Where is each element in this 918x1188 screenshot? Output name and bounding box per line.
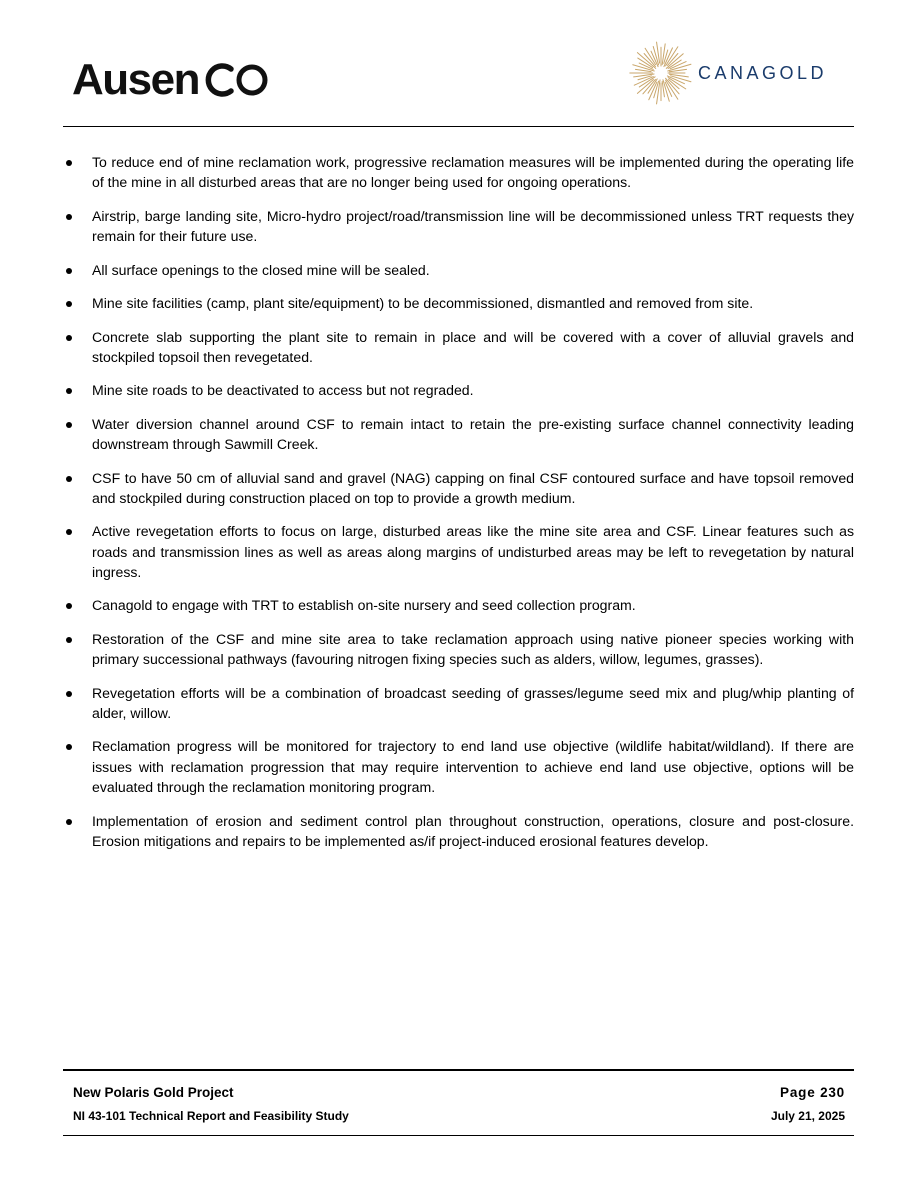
list-item-text: CSF to have 50 cm of alluvial sand and gravel (NAG) capping on final CSF contoured surface and have topsoil removed and stockpiled during construction placed on top to provide a growth medium. [92, 469, 854, 506]
sunburst-icon [628, 40, 694, 106]
header-divider [63, 126, 854, 127]
bullet-icon [66, 388, 72, 394]
document-body [63, 152, 854, 864]
footer-project-title: New Polaris Gold Project [73, 1085, 234, 1100]
ausenco-logo [72, 56, 271, 104]
list-item-text: Mine site facilities (camp, plant site/equipment) to be decommissioned, dismantled and removed from site. [92, 295, 754, 312]
list-item [63, 327, 854, 368]
bullet-icon [66, 335, 72, 341]
footer-report-title: NI 43-101 Technical Report and Feasibility Study [73, 1109, 349, 1123]
ausenco-co-mark-icon [201, 60, 271, 100]
list-item [63, 468, 854, 509]
bullet-icon [66, 214, 72, 220]
bullet-icon [66, 422, 72, 428]
bullet-list [63, 152, 854, 851]
list-item [63, 206, 854, 247]
list-item-text: Revegetation efforts will be a combination of broadcast seeding of grasses/legume seed mix and plug/whip planting of alder, willow. [92, 684, 854, 721]
list-item-text: To reduce end of mine reclamation work, progressive reclamation measures will be implemented during the operating life of the mine in all disturbed areas that are no longer being used for ongoing operations. [92, 154, 854, 191]
bullet-icon [66, 637, 72, 643]
footer-divider-top [63, 1069, 854, 1071]
list-item-text: Water diversion channel around CSF to remain intact to retain the pre-existing surface channel connectivity leading downstream through Sawmill Creek. [92, 415, 854, 453]
list-item-text: Mine site roads to be deactivated to access but not regraded. [92, 382, 474, 399]
footer-page-number: Page 230 [780, 1085, 845, 1100]
list-item [63, 152, 854, 193]
list-item-text: Implementation of erosion and sediment control plan throughout construction, operations, closure and post-closure. Erosion mitigations and repairs to be implemented as/if project-induced erosional features develop. [92, 812, 854, 849]
footer-divider-bottom [63, 1135, 854, 1136]
bullet-icon [66, 301, 72, 307]
bullet-icon [66, 268, 72, 274]
page-header [0, 0, 918, 130]
canagold-logo [628, 40, 827, 106]
bullet-icon [66, 160, 72, 166]
bullet-icon [66, 603, 72, 609]
list-item-text: Canagold to engage with TRT to establish on-site nursery and seed collection program. [92, 597, 636, 614]
list-item-text: Active revegetation efforts to focus on large, disturbed areas like the mine site area and CSF. Linear features such as roads and transmission lines as well as areas along margins of undisturbed areas may be left to revegetation by natural ingress. [92, 523, 854, 580]
bullet-icon [66, 744, 72, 750]
list-item [63, 293, 854, 313]
list-item [63, 260, 854, 280]
page-footer [63, 1069, 854, 1137]
ausenco-logo-text: Ausen [72, 55, 199, 104]
list-item-text: Concrete slab supporting the plant site to remain in place and will be covered with a cover of alluvial gravels and stockpiled topsoil then revegetated. [92, 328, 854, 365]
list-item [63, 414, 854, 455]
list-item [63, 380, 854, 400]
list-item-text: Airstrip, barge landing site, Micro-hydro project/road/transmission line will be decommissioned unless TRT requests they remain for their future use. [92, 207, 854, 245]
list-item [63, 683, 854, 724]
list-item [63, 811, 854, 852]
list-item-text: Reclamation progress will be monitored for trajectory to end land use objective (wildlife habitat/wildland). If there are issues with reclamation progression that may require intervention to achieve end land use objective, options will be evaluated through the reclamation monitoring program. [92, 738, 854, 796]
bullet-icon [66, 476, 72, 482]
list-item [63, 629, 854, 670]
bullet-icon [66, 529, 72, 535]
list-item [63, 595, 854, 615]
list-item [63, 736, 854, 797]
footer-date: July 21, 2025 [770, 1109, 845, 1123]
bullet-icon [66, 691, 72, 697]
canagold-logo-text: CANAGOLD [698, 62, 828, 83]
list-item [63, 521, 854, 582]
bullet-icon [66, 819, 72, 825]
list-item-text: Restoration of the CSF and mine site area to take reclamation approach using native pioneer species working with primary successional pathways (favouring nitrogen fixing species such as alders, willow, legumes, grasses). [92, 630, 854, 668]
list-item-text: All surface openings to the closed mine will be sealed. [92, 261, 430, 278]
